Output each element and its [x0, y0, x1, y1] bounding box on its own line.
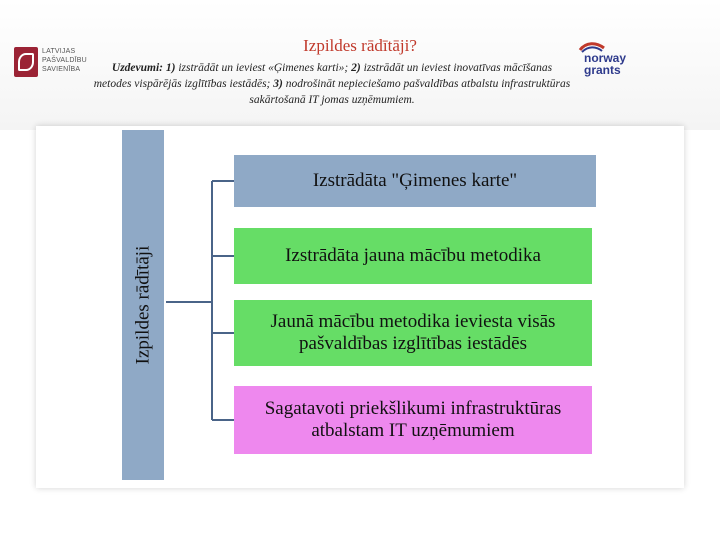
indicator-new-methodology: Izstrādāta jauna mācību metodika — [234, 228, 592, 284]
indicator-methodology-implemented: Jaunā mācību metodika ieviesta visās pašvaldības izglītības iestādēs — [234, 300, 592, 366]
task-text: izstrādāt un ieviest inovatīvas mācīšanas metodes vispārējās izglītības iestādēs; — [93, 62, 553, 90]
indicator-it-infrastructure: Sagatavoti priekšlikumi infrastruktūras atbalstam IT uzņēmumiem — [234, 386, 592, 454]
tasks-label: Uzdevumi: — [111, 62, 163, 74]
task-number: 3) — [273, 78, 283, 90]
page-title: Izpildes rādītāji? — [303, 36, 417, 55]
norway-word: norway — [584, 51, 627, 65]
task-text: nodrošināt nepieciešamo pašvaldības atbalstu infrastruktūras sakārtošanā IT jomas uzņēmumiem. — [249, 78, 571, 106]
task-text: izstrādāt un ieviest «Ģimenes karti»; — [175, 62, 352, 74]
side-label: Izpildes rādītāji — [132, 245, 153, 365]
task-number: 1) — [165, 62, 176, 74]
lps-logo-text: LATVIJAS PAŠVALDĪBU SAVIENĪBA — [42, 48, 87, 73]
indicator-family-card: Izstrādāta "Ģimenes karte" — [234, 155, 596, 207]
grants-word: grants — [584, 63, 621, 77]
task-number: 2) — [351, 62, 361, 74]
